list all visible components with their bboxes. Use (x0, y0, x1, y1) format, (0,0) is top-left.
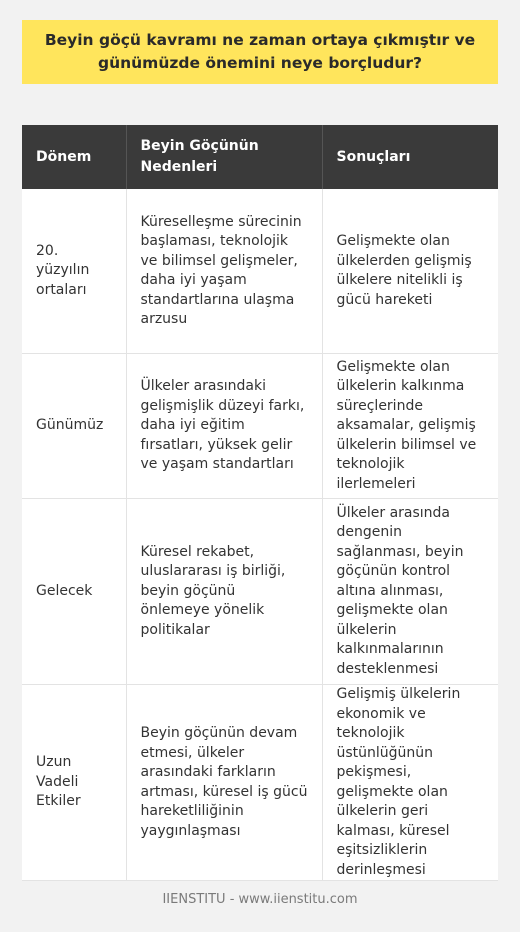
cell-results: Gelişmekte olan ülkelerden gelişmiş ülkelere nitelikli iş gücü hareketi (322, 189, 498, 354)
table-row (22, 354, 498, 499)
cell-period: Uzun Vadeli Etkiler (22, 685, 126, 881)
cell-results: Ülkeler arasında dengenin sağlanması, beyin göçünün kontrol altına alınması, gelişmekte olan ülkelerin kalkınmalarının desteklenmesi (322, 499, 498, 685)
header-results: Sonuçları (322, 125, 498, 189)
table-row (22, 685, 498, 881)
cell-causes: Küresel rekabet, uluslararası iş birliği, beyin göçünü önlemeye yönelik politikalar (126, 499, 322, 685)
cell-results: Gelişmiş ülkelerin ekonomik ve teknolojik üstünlüğünün pekişmesi, gelişmekte olan ülkelerin geri kalması, küresel eşitsizliklerin derinleşmesi (322, 685, 498, 881)
page-title: Beyin göçü kavramı ne zaman ortaya çıkmıştır ve günümüzde önemini neye borçludur? (22, 20, 498, 84)
table-header-row (22, 125, 498, 189)
footer-credit: IIENSTITU - www.iienstitu.com (162, 892, 358, 907)
cell-results: Gelişmekte olan ülkelerin kalkınma süreçlerinde aksamalar, gelişmiş ülkelerin bilimsel ve teknolojik ilerlemeleri (322, 354, 498, 499)
cell-causes: Küreselleşme sürecinin başlaması, teknolojik ve bilimsel gelişmeler, daha iyi yaşam standartlarına ulaşma arzusu (126, 189, 322, 354)
header-causes: Beyin Göçünün Nedenleri (126, 125, 322, 189)
cell-period: Günümüz (22, 354, 126, 499)
table-row (22, 189, 498, 354)
cell-period: Gelecek (22, 499, 126, 685)
cell-period: 20. yüzyılın ortaları (22, 189, 126, 354)
cell-causes: Ülkeler arasındaki gelişmişlik düzeyi farkı, daha iyi eğitim fırsatları, yüksek gelir ve yaşam standartları (126, 354, 322, 499)
brain-drain-table (22, 125, 498, 881)
cell-causes: Beyin göçünün devam etmesi, ülkeler arasındaki farkların artması, küresel iş gücü hareketliliğinin yaygınlaşması (126, 685, 322, 881)
header-period: Dönem (22, 125, 126, 189)
table-row (22, 499, 498, 685)
